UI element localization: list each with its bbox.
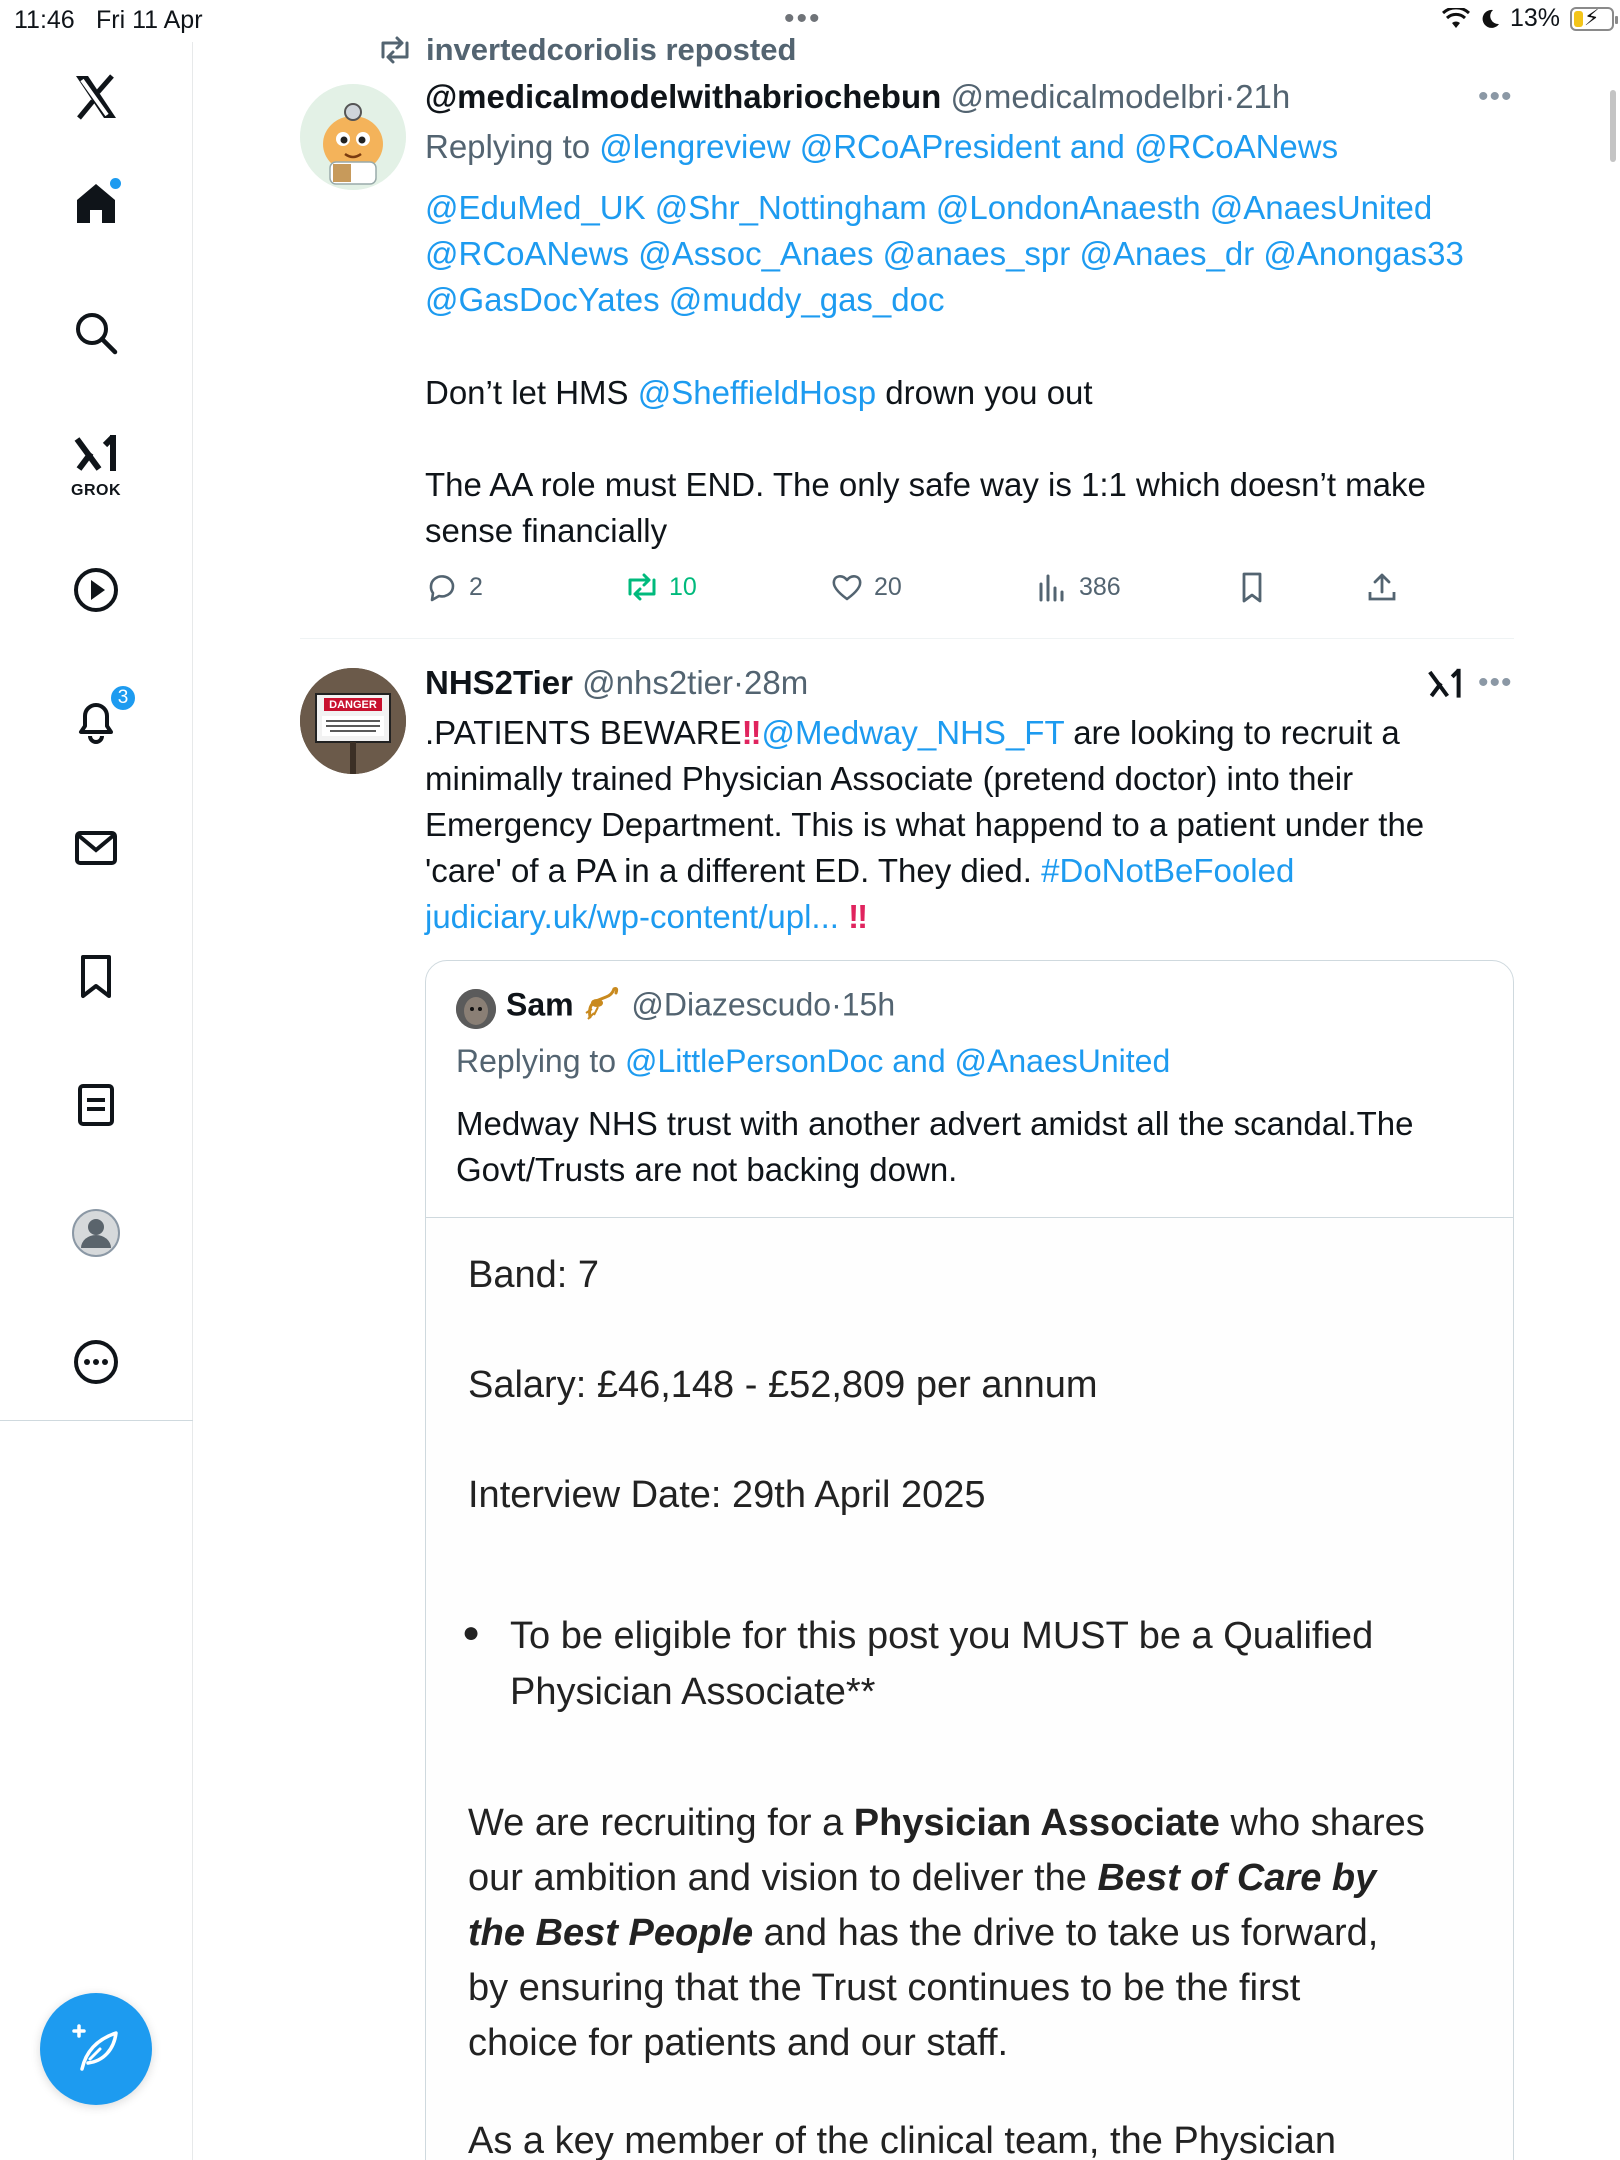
quote-time[interactable]: 15h	[841, 986, 896, 1023]
danger-sign-title: DANGER	[329, 699, 377, 711]
text-line	[468, 1906, 1425, 1961]
advert-paragraph	[468, 1796, 1425, 2071]
video-play-icon[interactable]	[61, 555, 131, 625]
text-line: To be eligible for this post you MUST be a Qualified	[510, 1615, 1374, 1657]
text-fragment: drown you out	[885, 374, 1093, 411]
text-line: by ensuring that the Trust continues to be the first	[468, 1967, 1301, 2009]
text-line: Medway NHS trust with another advert amidst all the scandal.The	[456, 1105, 1414, 1142]
text-fragment: Don’t let HMS	[425, 374, 629, 411]
bookmark-button[interactable]	[1235, 570, 1269, 604]
share-button[interactable]	[1365, 570, 1399, 604]
quote-handle[interactable]: @Diazescudo	[631, 986, 832, 1023]
text-line: Emergency Department. This is what happend to a patient under the	[425, 806, 1425, 843]
lists-icon[interactable]	[61, 1070, 131, 1140]
repost-indicator	[378, 32, 796, 68]
double-exclamation-icon: ‼	[741, 714, 762, 751]
text-fragment: .PATIENTS BEWARE	[425, 714, 742, 751]
status-date: Fri 11 Apr	[96, 6, 203, 34]
text-line: Govt/Trusts are not backing down.	[456, 1151, 958, 1188]
advert-bullet	[510, 1608, 1373, 1720]
tweet1-text-b	[425, 462, 1426, 554]
status-bar	[0, 0, 1620, 42]
moon-icon	[1480, 8, 1500, 30]
mention-link[interactable]: @lengreview	[599, 128, 791, 165]
tweet1-header	[425, 78, 1290, 116]
quoted-job-advert-image[interactable]	[426, 1217, 1514, 2160]
views-chart-icon	[1035, 570, 1069, 604]
repost-icon	[378, 35, 412, 65]
bookmarks-icon[interactable]	[61, 941, 131, 1011]
mentions-line[interactable]: @GasDocYates @muddy_gas_doc	[425, 281, 945, 318]
tweet1-sep: ·	[1224, 78, 1236, 115]
multitasking-dots-icon[interactable]: •••	[784, 2, 822, 35]
quote-sep: ·	[831, 986, 842, 1023]
text-line: Physician Associate**	[510, 1671, 876, 1713]
mention-link[interactable]: @Medway_NHS_FT	[761, 714, 1065, 751]
text-fragment-bold-italic: Best of Care by	[1097, 1857, 1377, 1899]
views-button[interactable]	[1035, 570, 1121, 604]
reply-count: 2	[469, 572, 483, 601]
tweet2-time[interactable]: 28m	[744, 664, 809, 701]
status-indicators	[1442, 4, 1614, 33]
avatar-sam[interactable]	[456, 989, 496, 1029]
search-icon[interactable]	[61, 298, 131, 368]
like-count: 20	[874, 572, 902, 601]
tweet2-sep: ·	[733, 664, 745, 701]
text-fragment-bold: Physician Associate	[853, 1802, 1220, 1844]
mention-link[interactable]: @RCoAPresident	[799, 128, 1061, 165]
compose-feather-icon	[68, 2021, 124, 2077]
text-fragment: are looking to recruit a	[1073, 714, 1400, 751]
text-fragment: We are recruiting for a	[468, 1802, 844, 1844]
mentions-line[interactable]: @EduMed_UK @Shr_Nottingham @LondonAnaesth @AnaesUnited	[425, 189, 1433, 226]
text-line	[468, 1851, 1425, 1906]
text-fragment: and has the drive to take us forward,	[763, 1912, 1379, 1954]
hashtag-link[interactable]: #DoNotBeFooled	[1041, 852, 1295, 889]
tweet1-handle[interactable]: @medicalmodelbri	[950, 78, 1225, 115]
repost-count: 10	[669, 572, 697, 601]
repost-button[interactable]	[625, 570, 697, 604]
bookmark-icon	[1235, 570, 1269, 604]
notifications-badge: 3	[109, 684, 137, 712]
wifi-icon	[1442, 8, 1470, 30]
quoted-tweet-card[interactable]	[425, 960, 1514, 2160]
avatar-nhs2tier[interactable]	[300, 668, 406, 774]
quote-display-name[interactable]: Sam	[506, 986, 574, 1023]
profile-avatar-icon[interactable]	[61, 1198, 131, 1268]
grok-explain-icon[interactable]	[1425, 664, 1465, 709]
heart-icon	[830, 570, 864, 604]
reply-button[interactable]	[425, 570, 483, 604]
tweet2-more-icon[interactable]: •••	[1478, 666, 1513, 699]
like-button[interactable]	[830, 570, 902, 604]
text-line: sense financially	[425, 512, 668, 549]
grok-icon[interactable]	[61, 426, 131, 499]
x-logo-icon[interactable]	[61, 62, 131, 132]
replying-prefix: Replying to	[425, 128, 591, 165]
text-line	[425, 710, 1424, 756]
home-icon[interactable]	[61, 168, 131, 238]
battery-percent: 13%	[1509, 4, 1560, 32]
advert-salary: Salary: £46,148 - £52,809 per annum	[468, 1364, 1098, 1406]
tweet2-body	[425, 710, 1424, 940]
quote-text	[456, 1101, 1413, 1193]
tweet2-handle[interactable]: @nhs2tier	[582, 664, 734, 701]
mention-link[interactable]: @RCoANews	[1134, 128, 1339, 165]
mention-link[interactable]: @SheffieldHosp	[637, 374, 877, 411]
text-fragment: who shares	[1230, 1802, 1425, 1844]
replying-prefix: Replying to	[456, 1043, 617, 1079]
url-link[interactable]: judiciary.uk/wp-content/upl...	[425, 898, 839, 935]
text-line: The AA role must END. The only safe way is 1:1 which doesn’t make	[425, 466, 1426, 503]
advert-paragraph-2: As a key member of the clinical team, the Physician	[468, 2120, 1337, 2160]
repost-label: invertedcoriolis reposted	[426, 32, 797, 67]
reply-and: and	[1069, 128, 1125, 165]
text-line	[425, 848, 1424, 894]
more-options-icon[interactable]	[61, 1327, 131, 1397]
advert-band: Band: 7	[468, 1254, 599, 1296]
bullet-point-icon: ●	[462, 1616, 481, 1649]
advert-interview-date: Interview Date: 29th April 2025	[468, 1474, 986, 1516]
avatar-medicalmodel[interactable]	[300, 84, 406, 190]
mentions-line[interactable]: @RCoANews @Assoc_Anaes @anaes_spr @Anaes_dr @Anongas33	[425, 235, 1464, 272]
status-time: 11:46	[14, 6, 75, 34]
notifications-bell-icon[interactable]	[61, 684, 131, 754]
text-line: choice for patients and our staff.	[468, 2022, 1009, 2064]
sidebar-divider	[0, 1420, 193, 1421]
home-unread-dot	[110, 178, 121, 189]
tweet2-header	[425, 664, 808, 702]
tweet1-display-name[interactable]: @medicalmodelwithabriochebun	[425, 78, 942, 115]
mention-link[interactable]: @LittlePersonDoc	[624, 1043, 884, 1079]
share-icon	[1365, 570, 1399, 604]
scorpion-icon	[582, 983, 622, 1031]
sidebar-nav	[0, 42, 193, 2160]
double-exclamation-icon: ‼	[848, 898, 869, 935]
reply-and: and	[892, 1043, 946, 1079]
reply-icon	[425, 570, 459, 604]
views-count: 386	[1079, 572, 1121, 601]
grok-label: GROK	[71, 482, 121, 499]
messages-envelope-icon[interactable]	[61, 813, 131, 883]
text-fragment: 'care' of a PA in a different ED. They died.	[425, 852, 1032, 889]
tweet1-text-a	[425, 370, 1093, 416]
tweet1-mentions	[425, 185, 1464, 323]
text-line	[425, 894, 1424, 940]
mention-link[interactable]: @AnaesUnited	[954, 1043, 1171, 1079]
battery-icon: ⚡	[1570, 7, 1614, 31]
tweet1-time[interactable]: 21h	[1235, 78, 1291, 115]
text-fragment-bold-italic: the Best People	[468, 1912, 754, 1954]
text-line	[468, 1796, 1425, 1851]
scrollbar[interactable]	[1610, 90, 1616, 162]
quote-replying-to	[456, 1043, 1170, 1080]
tweet1-more-icon[interactable]: •••	[1478, 80, 1513, 113]
text-fragment: our ambition and vision to deliver the	[468, 1857, 1087, 1899]
tweet1-replying-to	[425, 128, 1338, 166]
compose-post-button[interactable]	[40, 1993, 152, 2105]
text-line: minimally trained Physician Associate (pretend doctor) into their	[425, 760, 1354, 797]
quote-header	[506, 983, 895, 1031]
tweet-separator	[300, 638, 1514, 639]
tweet2-display-name[interactable]: NHS2Tier	[425, 664, 573, 701]
tweet1-actions	[425, 570, 1425, 610]
repost-icon	[625, 570, 659, 604]
